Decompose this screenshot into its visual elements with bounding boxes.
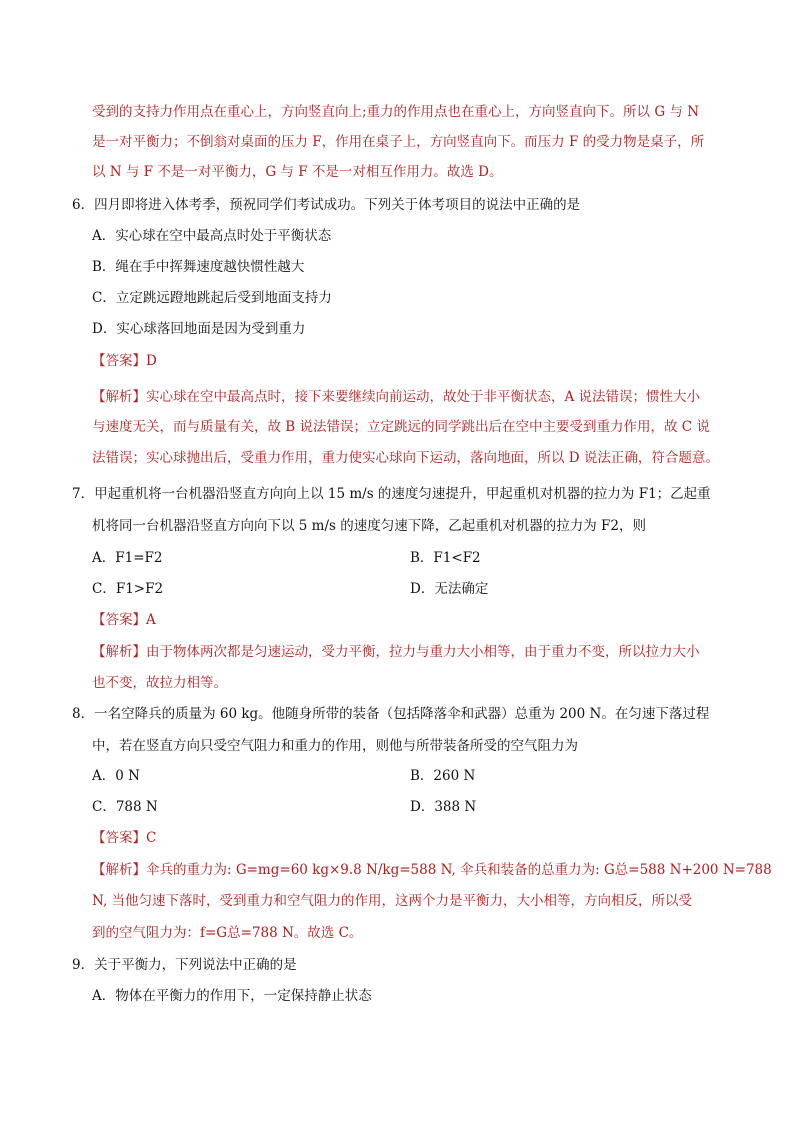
- question-7-option-b: B．F1<F2: [410, 550, 481, 566]
- question-6-option-c: C．立定跳远蹬地跳起后受到地面支持力: [92, 290, 332, 306]
- question-7-stem-continued: 机将同一台机器沿竖直方向向下以 5 m/s 的速度匀速下降，乙起重机对机器的拉力为 F2，则: [92, 518, 646, 534]
- explanation-tag: 【解析】: [92, 644, 146, 660]
- explanation-continued-line: 受到的支持力作用点在重心上，方向竖直向上;重力的作用点也在重心上，方向竖直向下。所以 G 与 N: [92, 104, 700, 120]
- answer-value: C: [146, 830, 157, 846]
- question-8-option-a: A．0 N: [92, 768, 140, 784]
- answer-tag: 【答案】: [92, 830, 146, 846]
- question-8-option-c: C．788 N: [92, 799, 158, 815]
- question-8-answer: [92, 829, 156, 849]
- explanation-continued-line: 以 N 与 F 不是一对平衡力，G 与 F 不是一对相互作用力。故选 D。: [92, 164, 503, 180]
- question-7-explanation-line: 也不变，故拉力相等。: [92, 675, 227, 691]
- question-6-option-b: B．绳在手中挥舞速度越快惯性越大: [92, 259, 305, 275]
- question-9-option-a: A．物体在平衡力的作用下，一定保持静止状态: [92, 988, 372, 1004]
- explanation-continued-line: 是一对平衡力；不倒翁对桌面的压力 F，作用在桌子上，方向竖直向下。而压力 F 的受力物是桌子，所: [92, 134, 705, 150]
- answer-value: A: [146, 612, 156, 628]
- question-8-stem-continued: 中，若在竖直方向只受空气阻力和重力的作用，则他与所带装备所受的空气阻力为: [92, 738, 578, 754]
- question-7-answer: [92, 611, 156, 631]
- question-8-explanation-line: 到的空气阻力为：f=G总=788 N。故选 C。: [92, 925, 363, 941]
- question-7-option-c: C．F1>F2: [92, 581, 164, 597]
- answer-tag: 【答案】: [92, 612, 146, 628]
- question-7-option-d: D．无法确定: [410, 581, 489, 597]
- question-6-stem: 6．四月即将进入体考季，预祝同学们考试成功。下列关于体考项目的说法中正确的是: [72, 197, 581, 213]
- explanation-tag: 【解析】: [92, 862, 146, 878]
- explanation-tag: 【解析】: [92, 389, 146, 405]
- question-8-option-b: B．260 N: [410, 768, 476, 784]
- question-6-option-d: D．实心球落回地面是因为受到重力: [92, 321, 306, 337]
- question-6-answer: [92, 352, 157, 372]
- question-7-option-a: A．F1=F2: [92, 550, 163, 566]
- question-8-explanation-line: N, 当他匀速下落时，受到重力和空气阻力的作用，这两个力是平衡力，大小相等，方向相反，所以受: [92, 893, 693, 909]
- question-7-stem: 7．甲起重机将一台机器沿竖直方向向上以 15 m/s 的速度匀速提升，甲起重机对机器的拉力为 F1；乙起重: [72, 486, 711, 502]
- question-6-explanation-line: 与速度无关，而与质量有关，故 B 说法错误；立定跳远的同学跳出后在空中主要受到重力作用，故 C 说: [92, 419, 710, 435]
- answer-tag: 【答案】: [92, 353, 146, 369]
- answer-value: D: [146, 353, 157, 369]
- question-8-stem: 8．一名空降兵的质量为 60 kg。他随身所带的装备（包括降落伞和武器）总重为 200 N。在匀速下落过程: [72, 706, 710, 722]
- question-6-explanation-line: 法错误；实心球抛出后，受重力作用，重力使实心球向下运动，落向地面，所以 D 说法正确，符合题意。: [92, 450, 719, 466]
- question-7-explanation-line: 【解析】由于物体两次都是匀速运动，受力平衡，拉力与重力大小相等，由于重力不变，所以拉力大小: [92, 644, 700, 660]
- question-6-option-a: A．实心球在空中最高点时处于平衡状态: [92, 228, 332, 244]
- question-8-option-d: D．388 N: [410, 799, 477, 815]
- question-9-stem: 9．关于平衡力，下列说法中正确的是: [72, 957, 297, 973]
- question-6-explanation-line: 【解析】实心球在空中最高点时，接下来要继续向前运动，故处于非平衡状态，A 说法错误；惯性大小: [92, 389, 701, 405]
- question-8-explanation-line: 【解析】伞兵的重力为: G=mg=60 kg×9.8 N/kg=588 N, 伞兵和装备的总重力为: G总=588 N+200 N=788: [92, 862, 772, 878]
